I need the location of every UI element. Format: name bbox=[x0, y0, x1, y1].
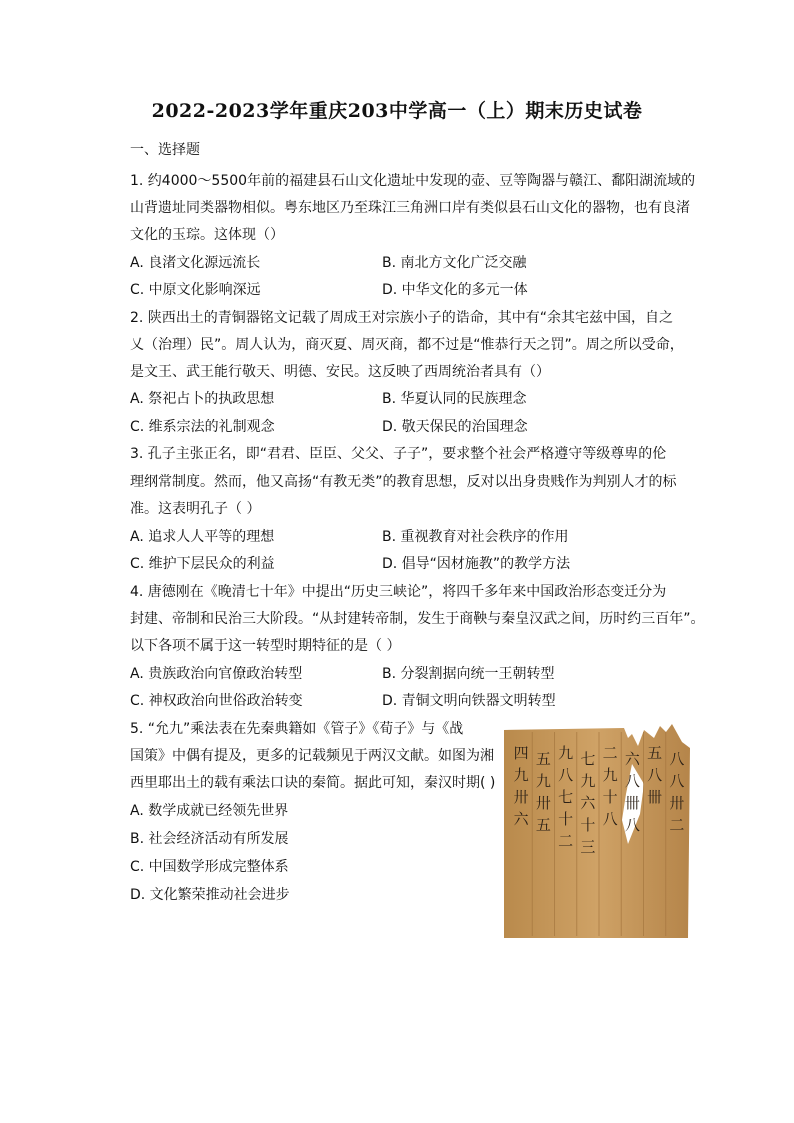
q2-option-a[interactable]: A. 祭祀占卜的执政思想 bbox=[130, 391, 275, 407]
slip-character: 四 bbox=[513, 744, 529, 762]
q3-line-3: 准。这表明孔子（ ） bbox=[130, 501, 261, 517]
slip-character: 卅 bbox=[669, 794, 685, 812]
slip-character: 卅 bbox=[513, 788, 529, 806]
q3-line-2: 理纲常制度。然而，他又高扬“有教无类”的教育思想，反对以出身贵贱作为判别人才的标 bbox=[130, 474, 677, 490]
q2-line-2: 乂（治理）民”。周人认为，商灭夏、周灭商，都不过是“惟恭行天之罚”。周之所以受命， bbox=[130, 337, 684, 353]
slip-character: 五 bbox=[535, 816, 551, 834]
q4-option-b[interactable]: B. 分裂割据向统一王朝转型 bbox=[382, 666, 555, 682]
q1-line-1: 1. 约4000～5500年前的福建县石山文化遗址中发现的壶、豆等陶器与赣江、鄱阳湖流域的 bbox=[130, 173, 696, 189]
q1-line-3: 文化的玉琮。这体现（） bbox=[130, 227, 284, 243]
q1-option-b[interactable]: B. 南北方文化广泛交融 bbox=[382, 255, 527, 271]
slip-character: 二 bbox=[669, 816, 685, 834]
slip-character: 卌 bbox=[647, 788, 663, 806]
q4-option-a[interactable]: A. 贵族政治向官僚政治转型 bbox=[130, 666, 303, 682]
q2-line-1: 2. 陕西出土的青铜器铭文记载了周成王对宗族小子的诰命，其中有“余其宅兹中国，自之 bbox=[130, 310, 674, 326]
slip-character: 十 bbox=[602, 788, 618, 806]
q5-option-d[interactable]: D. 文化繁荣推动社会进步 bbox=[130, 887, 290, 903]
q1-option-d[interactable]: D. 中华文化的多元一体 bbox=[382, 282, 528, 298]
slip-character: 二 bbox=[602, 744, 618, 762]
q2-option-d[interactable]: D. 敬天保民的治国理念 bbox=[382, 419, 528, 435]
slip-character: 九 bbox=[513, 766, 529, 784]
slip-character: 八 bbox=[624, 816, 640, 834]
slip-character: 三 bbox=[580, 838, 596, 856]
slip-character: 八 bbox=[558, 766, 574, 784]
slip-character: 八 bbox=[624, 772, 640, 790]
slip-character: 十 bbox=[580, 816, 596, 834]
page-title: 2022-2023学年重庆203中学高一（上）期末历史试卷 bbox=[151, 100, 643, 122]
slip-character: 卅 bbox=[535, 794, 551, 812]
slip-character: 六 bbox=[624, 750, 640, 768]
q2-option-b[interactable]: B. 华夏认同的民族理念 bbox=[382, 391, 527, 407]
q3-option-b[interactable]: B. 重视教育对社会秩序的作用 bbox=[382, 529, 569, 545]
slip-character: 五 bbox=[535, 750, 551, 768]
slip-character: 九 bbox=[558, 744, 574, 762]
slip-character: 二 bbox=[558, 832, 574, 850]
slip-character: 九 bbox=[602, 766, 618, 784]
slip-character: 八 bbox=[669, 750, 685, 768]
slip-character: 六 bbox=[580, 794, 596, 812]
q3-option-d[interactable]: D. 倡导“因材施教”的教学方法 bbox=[382, 556, 571, 572]
q4-option-c[interactable]: C. 神权政治向世俗政治转变 bbox=[130, 693, 303, 709]
slip-character: 五 bbox=[647, 744, 663, 762]
slip-character: 八 bbox=[669, 772, 685, 790]
section-heading: 一、选择题 bbox=[130, 142, 200, 158]
slip-character: 九 bbox=[535, 772, 551, 790]
q4-line-3: 以下各项不属于这一转型时期特征的是（ ） bbox=[130, 638, 401, 654]
slip-character: 十 bbox=[558, 810, 574, 828]
q2-option-c[interactable]: C. 维系宗法的礼制观念 bbox=[130, 419, 275, 435]
q5-option-a[interactable]: A. 数学成就已经领先世界 bbox=[130, 803, 289, 819]
q5-option-b[interactable]: B. 社会经济活动有所发展 bbox=[130, 831, 289, 847]
q4-line-2: 封建、帝制和民治三大阶段。“从封建转帝制，发生于商鞅与秦皇汉武之间，历时约三百年”。 bbox=[130, 611, 705, 627]
slip-character: 八 bbox=[602, 810, 618, 828]
q5-line-1: 5. “允九”乘法表在先秦典籍如《管子》《荀子》与《战 bbox=[130, 721, 464, 737]
q1-option-a[interactable]: A. 良渚文化源远流长 bbox=[130, 255, 261, 271]
slip-character: 卌 bbox=[624, 794, 640, 812]
q5-line-3: 西里耶出土的载有乘法口诀的秦简。据此可知，秦汉时期( ) bbox=[130, 775, 496, 791]
q3-option-c[interactable]: C. 维护下层民众的利益 bbox=[130, 556, 275, 572]
q2-line-3: 是文王、武王能行敬天、明德、安民。这反映了西周统治者具有（） bbox=[130, 364, 550, 380]
q3-option-a[interactable]: A. 追求人人平等的理想 bbox=[130, 529, 275, 545]
q5-option-c[interactable]: C. 中国数学形成完整体系 bbox=[130, 859, 289, 875]
q1-line-2: 山背遗址同类器物相似。粤东地区乃至珠江三角洲口岸有类似县石山文化的器物，也有良渚 bbox=[130, 200, 690, 216]
q5-line-2: 国策》中偶有提及，更多的记载频见于两汉文献。如图为湘 bbox=[130, 748, 494, 764]
slip-character: 六 bbox=[513, 810, 529, 828]
slip-character: 九 bbox=[580, 772, 596, 790]
q4-option-d[interactable]: D. 青铜文明向铁器文明转型 bbox=[382, 693, 556, 709]
q1-option-c[interactable]: C. 中原文化影响深远 bbox=[130, 282, 261, 298]
q3-line-1: 3. 孔子主张正名，即“君君、臣臣、父父、子子”，要求整个社会严格遵守等级尊卑的伦 bbox=[130, 446, 667, 462]
slip-character: 七 bbox=[558, 788, 574, 806]
q4-line-1: 4. 唐德刚在《晚清七十年》中提出“历史三峡论”，将四千多年来中国政治形态变迁分为 bbox=[130, 584, 667, 600]
slip-character: 八 bbox=[647, 766, 663, 784]
slip-character: 七 bbox=[580, 750, 596, 768]
bamboo-slip-image bbox=[504, 724, 694, 938]
